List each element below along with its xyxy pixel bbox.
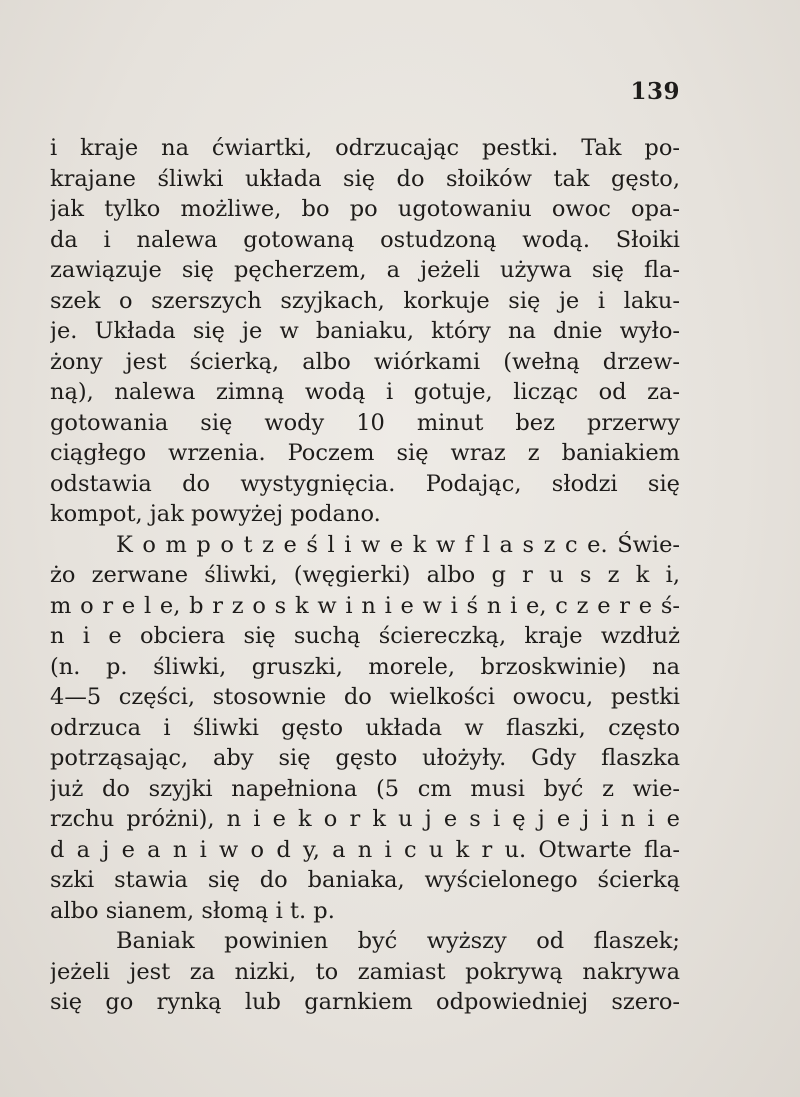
text-line: ciągłego wrzenia. Poczem się wraz z baniakiem [50,440,680,466]
text-line: je. Układa się je w baniaku, który na dnie wyło- [50,318,680,344]
text-line: szki stawia się do baniaka, wyścielonego ścierką [50,867,680,893]
text-line: szek o szerszych szyjkach, korkuje się je i laku- [50,287,680,314]
text-line: albo sianem, słomą i t. p. [50,897,335,924]
text-line: n i e obciera się suchą ściereczką, kraje wzdłuż [50,623,680,649]
text-line: kompot, jak powyżej podano. [50,501,381,527]
text-line: jeżeli jest za nizki, to zamiast pokrywą nakrywa [50,958,680,985]
text-line: da i nalewa gotowaną ostudzoną wodą. Słoiki [50,226,680,253]
text-line: już do szyjki napełniona (5 cm musi być z wie- [50,775,680,802]
text-line: d a j e a n i w o d y, a n i c u k r u. Otwarte fla- [50,836,680,863]
page-number: 139 [630,78,680,105]
text-line: zawiązuje się pęcherzem, a jeżeli używa się fla- [50,257,680,283]
text-line: gotowania się wody 10 minut bez przerwy [50,409,680,436]
text-line: K o m p o t z e ś l i w e k w f l a s z c e. Świe- [116,531,680,558]
text-line: potrząsając, aby się gęsto ułożyły. Gdy flaszka [50,745,680,771]
text-line: żo zerwane śliwki, (węgierki) albo g r u s z k i, [50,562,680,588]
text-line: ną), nalewa zimną wodą i gotuje, licząc od za- [50,379,680,405]
text-line: odstawia do wystygnięcia. Podając, słodzi się [50,470,680,497]
text-line: jak tylko możliwe, bo po ugotowaniu owoc opa- [50,196,680,222]
text-line: Baniak powinien być wyższy od flaszek; [116,928,680,954]
text-line: rzchu próżni), n i e k o r k u j e s i ę j e j i n i e [50,806,680,832]
body-text [50,133,680,1018]
text-line: (n. p. śliwki, gruszki, morele, brzoskwinie) na [50,653,680,680]
text-line: się go rynką lub garnkiem odpowiedniej szero- [50,989,680,1015]
text-line: 4—5 części, stosownie do wielkości owocu, pestki [50,684,680,710]
text-line: odrzuca i śliwki gęsto układa w flaszki, często [50,714,680,741]
text-line: m o r e l e, b r z o s k w i n i e w i ś n i e, c z e r e ś- [50,592,680,619]
text-line: i kraje na ćwiartki, odrzucając pestki. Tak po- [50,135,680,161]
text-line: żony jest ścierką, albo wiórkami (wełną drzew- [50,348,680,375]
text-line: krajane śliwki układa się do słoików tak gęsto, [50,165,680,192]
